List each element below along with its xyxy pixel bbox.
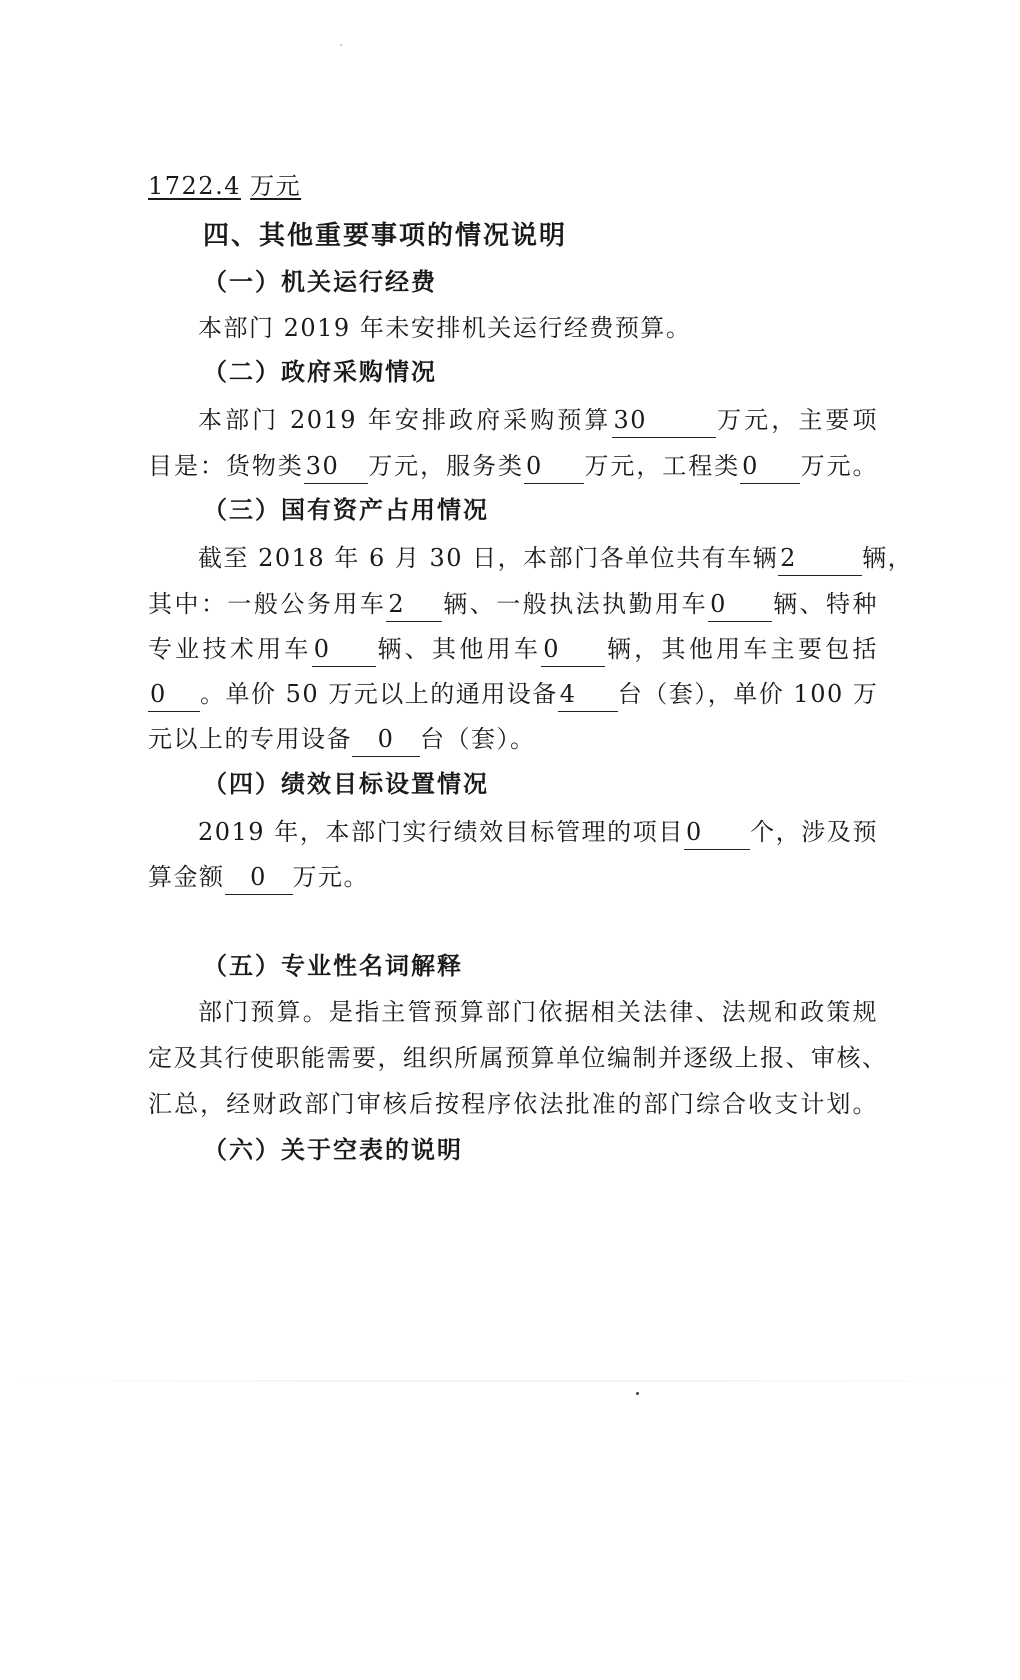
procurement-total-blank: 30 [612, 403, 716, 438]
assets-line-5: 元以上的专用设备 0 台（套）。 [148, 717, 1020, 761]
procurement-line-2: 目是：货物类30 万元，服务类0 万元，工程类0 万元。 [148, 444, 878, 488]
performance-projects-blank: 0 [684, 815, 750, 850]
section-four-heading: 四、其他重要事项的情况说明 [203, 221, 568, 251]
performance-line-1: 2019 年，本部门实行绩效目标管理的项目0 个，涉及预 [198, 810, 878, 854]
glossary-line-3: 汇总，经财政部门审核后按程序依法批准的部门综合收支计划。 [148, 1090, 878, 1118]
assets-line-4: 0 。单价 50 万元以上的通用设备4 台（套），单价 100 万 [148, 672, 878, 716]
scan-edge-line [0, 1380, 1020, 1382]
carryover-unit: 万元 [250, 172, 302, 200]
procurement-line-1: 本部门 2019 年安排政府采购预算30 万元，主要项 [198, 398, 878, 442]
subsection-5-heading: （五）专业性名词解释 [203, 951, 463, 980]
performance-line-2: 算金额 0 万元。 [148, 855, 1020, 899]
performance-amount-blank: 0 [225, 860, 293, 895]
scan-speck [636, 1392, 639, 1395]
procurement-works-blank: 0 [740, 449, 800, 484]
subsection-1-text: 本部门 2019 年未安排机关运行经费预算。 [198, 314, 692, 342]
subsection-6-heading: （六）关于空表的说明 [203, 1135, 463, 1164]
glossary-line-2: 定及其行使职能需要，组织所属预算单位编制并逐级上报、审核、 [148, 1044, 888, 1072]
subsection-3-heading: （三）国有资产占用情况 [203, 495, 489, 524]
glossary-line-1: 部门预算。是指主管预算部门依据相关法律、法规和政策规 [198, 998, 878, 1026]
assets-line-1: 截至 2018 年 6 月 30 日，本部门各单位共有车辆2 辆， [198, 536, 878, 580]
other-vehicles-blank: 0 [541, 632, 605, 667]
carryover-amount-line [148, 164, 1020, 208]
procurement-goods-blank: 30 [304, 449, 368, 484]
subsection-4-heading: （四）绩效目标设置情况 [203, 769, 489, 798]
assets-line-2: 其中：一般公务用车2 辆、一般执法执勤用车0 辆、特种 [148, 582, 878, 626]
scan-speck [340, 44, 342, 46]
assets-line-3: 专业技术用车0 辆、其他用车0 辆，其他用车主要包括 [148, 627, 878, 671]
subsection-1-heading: （一）机关运行经费 [203, 267, 437, 296]
other-vehicles-includes-blank: 0 [148, 677, 200, 712]
carryover-amount: 1722.4 [148, 172, 241, 200]
general-equipment-blank: 4 [558, 677, 618, 712]
subsection-2-heading: （二）政府采购情况 [203, 357, 437, 386]
procurement-services-blank: 0 [524, 449, 584, 484]
law-vehicles-blank: 0 [708, 587, 772, 622]
special-equipment-blank: 0 [352, 722, 420, 757]
official-vehicles-blank: 2 [386, 587, 442, 622]
vehicles-total-blank: 2 [778, 541, 862, 576]
special-vehicles-blank: 0 [312, 632, 376, 667]
